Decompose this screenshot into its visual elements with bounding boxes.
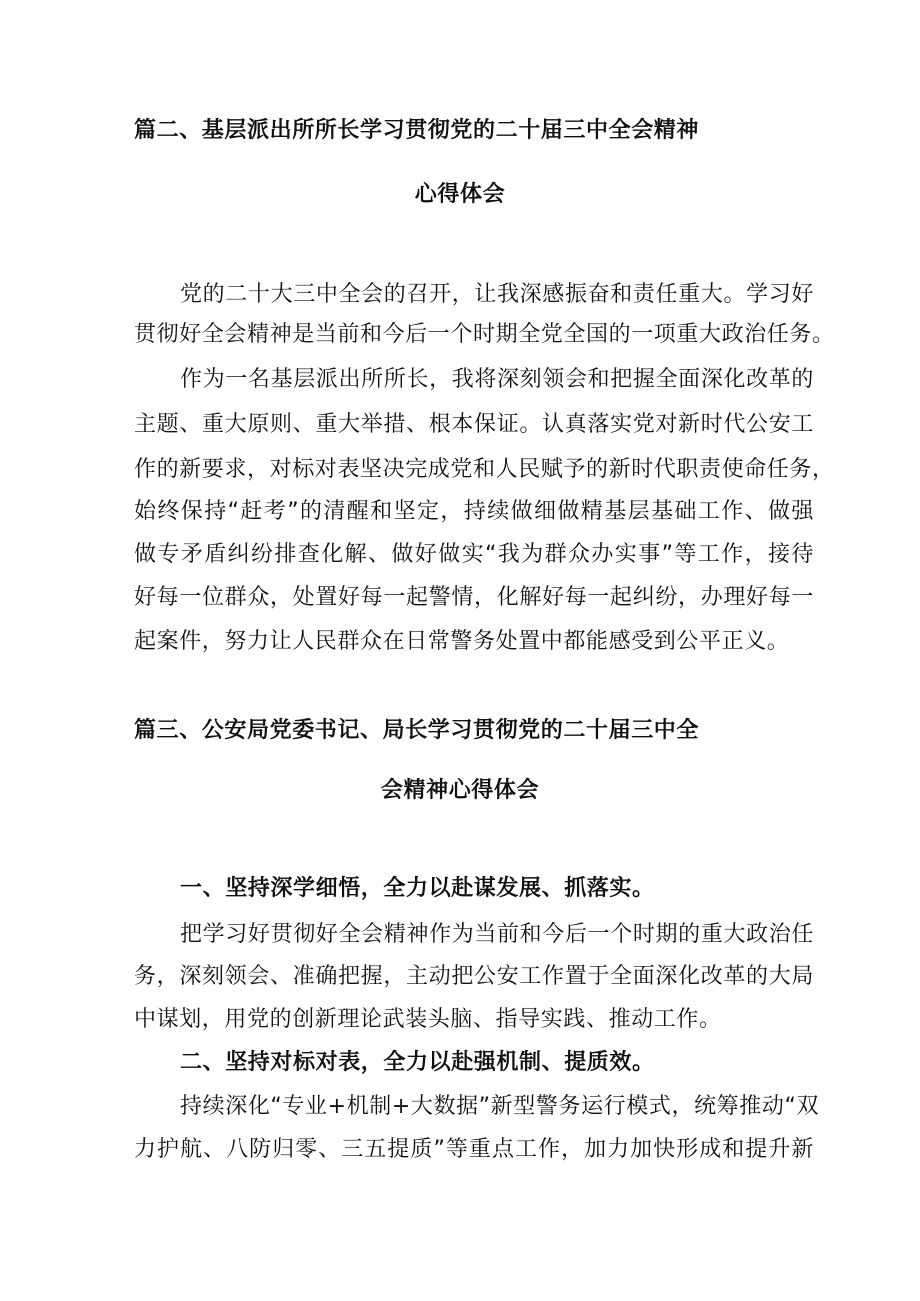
paragraph-line: 务，深刻领会、准确把握，主动把公安工作置于全面深化改革的大局: [134, 964, 814, 989]
paragraph-line: 主题、重大原则、重大举措、根本保证。认真落实党对新时代公安工: [134, 412, 814, 437]
paragraph-line: 贯彻好全会精神是当前和今后一个时期全党全国的一项重大政治任务。: [134, 322, 835, 347]
section-2-heading: 篇二、基层派出所所长学习贯彻党的二十届三中全会精神: [134, 118, 700, 143]
paragraph-line: 党的二十大三中全会的召开，让我深感振奋和责任重大。学习好: [180, 282, 814, 307]
section-2-heading-continued: 心得体会: [414, 182, 506, 207]
subsection-title: 二、坚持对标对表，全力以赴强机制、提质效。: [180, 1050, 655, 1075]
paragraph-line: 中谋划，用党的创新理论武装头脑、指导实践、推动工作。: [134, 1007, 722, 1032]
paragraph-line: 把学习好贯彻好全会精神作为当前和今后一个时期的重大政治任: [180, 922, 814, 947]
paragraph-line: 作为一名基层派出所所长，我将深刻领会和把握全面深化改革的: [180, 367, 814, 392]
subsection-title: 一、坚持深学细悟，全力以赴谋发展、抓落实。: [180, 876, 655, 901]
section-3-heading-continued: 会精神心得体会: [380, 778, 540, 803]
paragraph-line: 做专矛盾纠纷排查化解、做好做实“我为群众办实事”等工作，接待: [134, 542, 814, 567]
paragraph-line: 力护航、八防归零、三五提质”等重点工作，加力加快形成和提升新: [134, 1137, 814, 1162]
paragraph-line: 作的新要求，对标对表坚决完成党和人民赋予的新时代职责使命任务，: [134, 457, 835, 482]
paragraph-line: 持续深化“专业+机制+大数据”新型警务运行模式，统筹推动“双: [180, 1094, 820, 1119]
paragraph-line: 好每一位群众，处置好每一起警情，化解好每一起纠纷，办理好每一: [134, 585, 814, 610]
section-3-heading: 篇三、公安局党委书记、局长学习贯彻党的二十届三中全: [134, 718, 700, 743]
paragraph-line: 始终保持“赶考”的清醒和坚定，持续做细做精基层基础工作、做强: [134, 499, 814, 524]
paragraph-line: 起案件，努力让人民群众在日常警务处置中都能感受到公平正义。: [134, 629, 790, 654]
